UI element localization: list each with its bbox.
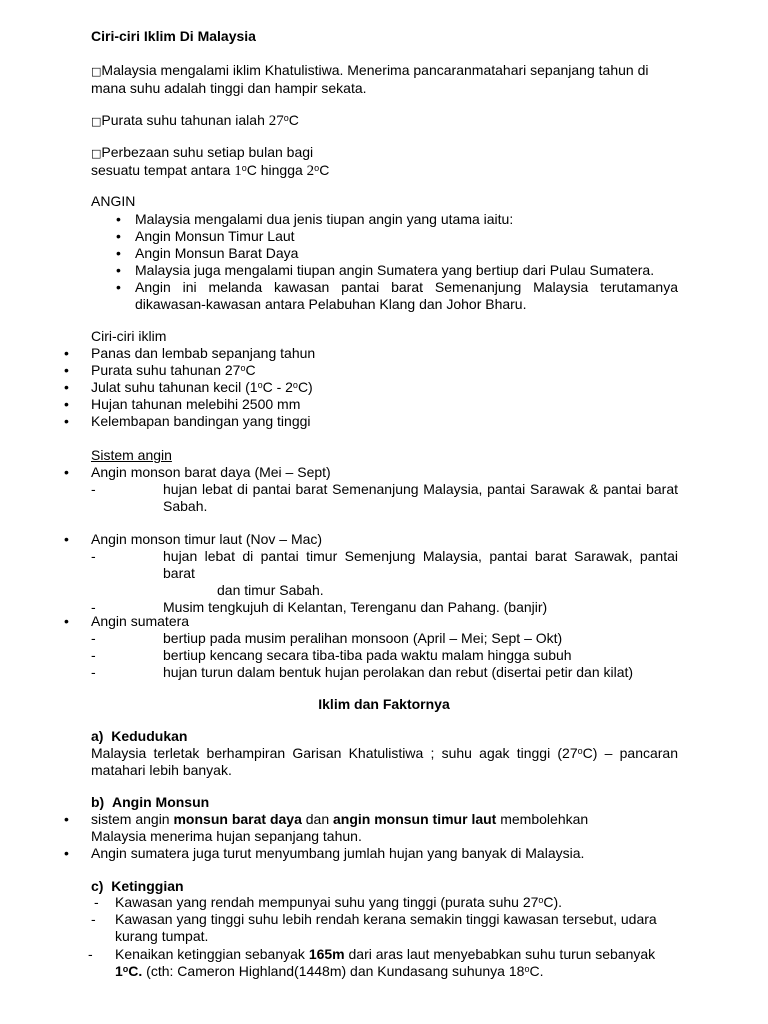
dash-marker: - (88, 946, 93, 962)
dash-item: - bertiup kencang secara tiba-tiba pada waktu malam hingga subuh (91, 647, 572, 663)
list-item: • Angin Monsun Timur Laut (116, 228, 295, 244)
bullet-icon: • (116, 279, 121, 295)
list-item: • sistem angin monsun barat daya dan angin monsun timur laut membolehkan (64, 811, 589, 827)
dash-item: - hujan lebat di pantai timur Semenjung Malaysia, pantai barat Sarawak, pantai barat (91, 548, 678, 581)
faktor-c-list: - Kawasan yang rendah mempunyai suhu yang tinggi (purata suhu 27$^o$C). - Kawasan yang tinggi suhu lebih rendah kerana semakin tinggi kawasan tersebut, udara kurang tumpat. - Kenaikan ketinggian sebanyak 165m dari aras laut menyebabkan suhu turun sebanyak 1$^o$C. (cth: Cameron Highland(1448m) dan Kundasang suhunya 18$^o$C. (91, 894, 678, 980)
box-glyph-icon: □ (91, 147, 102, 160)
list-item: • Angin monson barat daya (Mei – Sept) (64, 464, 331, 480)
list-item: • Angin ini melanda kawasan pantai barat Semenanjung Malaysia terutamanya dikawasan-kawasan antara Pelabuhan Klang dan Johor Bharu. (116, 279, 678, 312)
dash-marker: - (91, 664, 96, 680)
dash-marker: - (91, 911, 96, 927)
sistem-item-1 (64, 464, 678, 515)
bullet-icon: • (64, 362, 69, 378)
list-item: • Angin monson timur laut (Nov – Mac) (64, 531, 323, 547)
faktor-b-list: • sistem angin monsun barat daya dan angin monsun timur laut membolehkan Malaysia menerima hujan sepanjang tahun. • Angin sumatera juga turut menyumbang jumlah hujan yang banyak di Malaysia. (91, 811, 678, 862)
dash-marker: - (91, 599, 96, 615)
bullet-icon: • (64, 379, 69, 395)
dash-marker: - (94, 894, 99, 910)
bullet-icon: • (64, 845, 69, 861)
dash-item: - hujan lebat di pantai barat Semenanjung Malaysia, pantai Sarawak & pantai barat Sabah. (91, 481, 678, 514)
dash-item: - Kawasan yang tinggi suhu lebih rendah kerana semakin tinggi kawasan tersebut, udara (91, 911, 657, 927)
dash-marker: - (91, 647, 96, 663)
dash-item: - Kawasan yang rendah mempunyai suhu yang tinggi (purata suhu 27$^o$C). (94, 894, 563, 910)
intro-paragraph-1: □Malaysia mengalami iklim Khatulistiwa. Menerima pancaranmatahari sepanjang tahun di mana suhu adalah tinggi dan hampir sekata. (91, 62, 649, 96)
document-title: Ciri-ciri Iklim Di Malaysia (91, 28, 256, 44)
list-item: • Hujan tahunan melebihi 2500 mm (64, 396, 301, 412)
bullet-icon: • (116, 211, 121, 227)
ciri-heading: Ciri-ciri iklim (91, 328, 167, 344)
list-item: • Malaysia juga mengalami tiupan angin Sumatera yang bertiup dari Pulau Sumatera. (116, 262, 655, 278)
angin-list (91, 211, 678, 313)
faktor-b-heading: b) Angin Monsun (91, 794, 210, 810)
list-item: • Julat suhu tahunan kecil (1$^o$C - 2$^o$C) (64, 379, 313, 395)
list-item: • Purata suhu tahunan 27$^o$C (64, 362, 256, 378)
bullet-icon: • (64, 464, 69, 480)
faktor-a-heading: a) Kedudukan (91, 728, 188, 744)
bullet-icon: • (64, 413, 69, 429)
list-item: • Kelembapan bandingan yang tinggi (64, 413, 311, 429)
list-item: • Malaysia mengalami dua jenis tiupan angin yang utama iaitu: (116, 211, 514, 227)
faktor-c-heading: c) Ketinggian (91, 878, 184, 894)
faktor-a-text: Malaysia terletak berhampiran Garisan Khatulistiwa ; suhu agak tinggi (27$^o$C) – pancaran matahari lebih banyak. (91, 745, 679, 778)
bullet-icon: • (64, 811, 69, 827)
list-item: • Panas dan lembab sepanjang tahun (64, 345, 316, 361)
list-item: • Angin sumatera juga turut menyumbang jumlah hujan yang banyak di Malaysia. (64, 845, 585, 861)
bullet-icon: • (116, 228, 121, 244)
bullet-icon: • (116, 262, 121, 278)
faktor-heading: Iklim dan Faktornya (318, 696, 450, 712)
bullet-icon: • (64, 396, 69, 412)
bullet-icon: • (64, 345, 69, 361)
dash-marker: - (91, 481, 96, 497)
list-item: • Angin Monsun Barat Daya (116, 245, 299, 261)
sistem-item-3 (64, 613, 678, 681)
intro-paragraph-3: □Perbezaan suhu setiap bulan bagi sesuatu tempat antara 1$^o$C hingga 2$^o$C (91, 144, 330, 179)
dash-item: - hujan turun dalam bentuk hujan perolakan dan rebut (disertai petir dan kilat) (91, 664, 634, 680)
sistem-heading: Sistem angin (91, 447, 172, 463)
dash-marker: - (91, 548, 96, 564)
angin-heading: ANGIN (91, 193, 136, 209)
intro-paragraph-2: □Purata suhu tahunan ialah 27$^o$C (91, 112, 299, 129)
box-glyph-icon: □ (91, 65, 102, 78)
bullet-icon: • (64, 531, 69, 547)
sistem-item-2 (64, 531, 678, 616)
box-glyph-icon: □ (91, 115, 102, 128)
list-item: • Angin sumatera (64, 613, 190, 629)
dash-item-continued: dan timur Sabah. (217, 582, 324, 598)
dash-item: - bertiup pada musim peralihan monsoon (April – Mei; Sept – Okt) (91, 630, 563, 646)
dash-marker: - (91, 630, 96, 646)
bullet-icon: • (116, 245, 121, 261)
dash-item: - Kenaikan ketinggian sebanyak 165m dari aras laut menyebabkan suhu turun sebanyak (88, 946, 656, 962)
bullet-icon: • (64, 613, 69, 629)
ciri-list (64, 345, 651, 430)
dash-item: - Musim tengkujuh di Kelantan, Terenganu dan Pahang. (banjir) (91, 599, 548, 615)
